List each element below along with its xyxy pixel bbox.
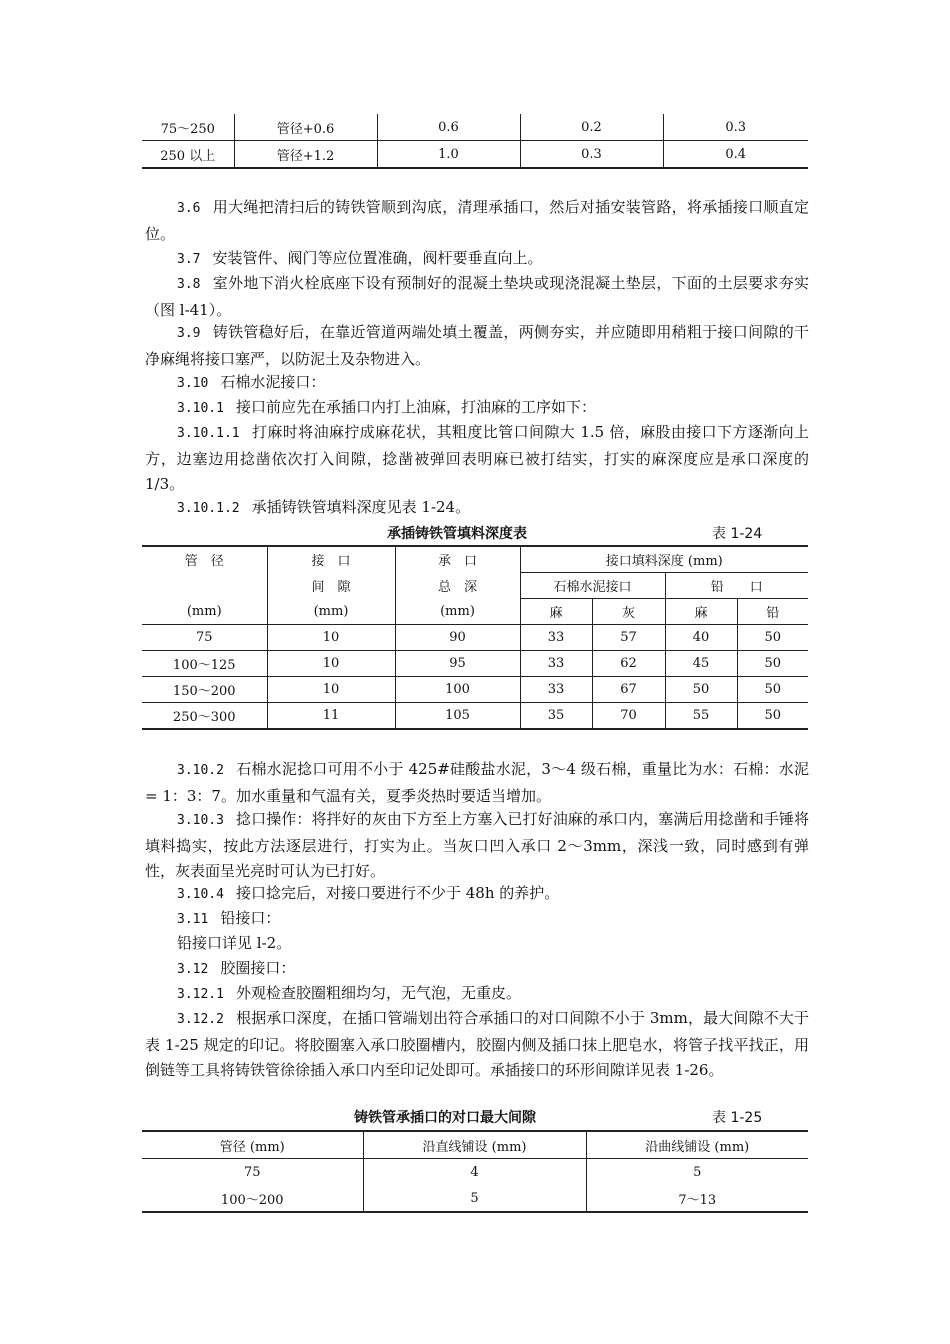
table-cell: 0.3 — [520, 141, 663, 169]
table-cell: 62 — [592, 651, 665, 677]
continued-table — [142, 114, 808, 169]
table-cell: 11 — [267, 703, 395, 730]
table-number: 表 1-25 — [712, 1110, 763, 1126]
table-row — [142, 114, 808, 141]
paragraph-3-9: 3.9 铸铁管稳好后，在靠近管道两端处填土覆盖，两侧夯实，并应随即用稍粗于接口间隙的干净麻绳将接口塞严，以防泥土及杂物进入。 — [145, 323, 809, 368]
paragraph-3-6: 3.6 用大绳把清扫后的铸铁管顺到沟底，清理承插口，然后对插安装管路，将承插接口顺直定位。 — [145, 198, 809, 243]
table-cell: 1.0 — [377, 141, 520, 169]
table-cell: 70 — [592, 703, 665, 730]
table-header-row — [142, 599, 808, 625]
table-cell: 75 — [243, 1164, 261, 1180]
table-header-row — [142, 546, 808, 573]
paragraph-3-10-1: 3.10.1 接口前应先在承插口内打上油麻，打油麻的工序如下： — [177, 398, 596, 416]
paragraph-3-10-1-2: 3.10.1.2 承插铸铁管填料深度见表 1-24。 — [177, 498, 471, 516]
table-cell: 0.3 — [663, 114, 808, 141]
header-cell: 铅 — [737, 599, 808, 625]
table-cell: 67 — [592, 677, 665, 703]
table-cell: 10 — [267, 651, 395, 677]
table-cell: 105 — [395, 703, 520, 730]
table-cell: 75 — [142, 625, 267, 651]
paragraph-3-12-1: 3.12.1 外观检查胶圈粗细均匀，无气泡，无重皮。 — [177, 984, 521, 1002]
table-cell: 40 — [665, 625, 737, 651]
table-cell: 33 — [520, 651, 592, 677]
table-row — [142, 1185, 808, 1212]
header-cell: 沿曲线铺设 (mm) — [586, 1131, 808, 1159]
paragraph-3-7: 3.7 安装管件、阀门等应位置准确，阀杆要垂直向上。 — [177, 249, 543, 267]
header-cell: 承 口 — [395, 546, 520, 573]
max-gap-table — [142, 1130, 808, 1213]
table-cell: 50 — [737, 625, 808, 651]
table-cell: 33 — [520, 625, 592, 651]
table-cell: 50 — [737, 703, 808, 730]
paragraph-3-11-body: 铅接口详见 l-2。 — [177, 934, 292, 952]
table-cell: 4 — [363, 1159, 586, 1186]
paragraph-3-10-4: 3.10.4 接口捻完后，对接口要进行不少于 48h 的养护。 — [177, 884, 560, 902]
table-cell: 10 — [267, 677, 395, 703]
table-cell: 50 — [665, 677, 737, 703]
table-cell: 100～200 — [220, 1192, 284, 1208]
table-cell: 5 — [586, 1159, 808, 1186]
table-cell: 57 — [592, 625, 665, 651]
paragraph-3-11: 3.11 铅接口： — [177, 909, 281, 927]
header-cell: 灰 — [592, 599, 665, 625]
fill-depth-table — [142, 545, 808, 730]
table-cell: 45 — [665, 651, 737, 677]
header-cell: 沿直线铺设 (mm) — [363, 1131, 586, 1159]
table-row — [142, 651, 808, 677]
table-caption: 承插铸铁管填料深度表 — [387, 526, 527, 542]
table-cell: 管径+0.6 — [234, 114, 377, 141]
table-cell: 250～300 — [142, 703, 267, 730]
header-cell: 总 深 — [395, 573, 520, 599]
table-cell: 0.2 — [520, 114, 663, 141]
paragraph-3-10-2: 3.10.2 石棉水泥捻口可用不小于 425#硅酸盐水泥，3～4 级石棉，重量比为水：石棉：水泥= 1：3：7。加水重量和气温有关，夏季炎热时要适当增加。 — [145, 760, 809, 805]
table-number: 表 1-24 — [712, 526, 763, 542]
header-cell: 接口填料深度 (mm) — [520, 546, 808, 573]
table-cell: 55 — [665, 703, 737, 730]
table-row — [142, 625, 808, 651]
table-cell: 35 — [520, 703, 592, 730]
header-cell: 麻 — [665, 599, 737, 625]
table-cell: 250 以上 — [142, 141, 234, 169]
paragraph-3-8: 3.8 室外地下消火栓底座下设有预制好的混凝土垫块或现浇混凝土垫层，下面的土层要求夯实（图 l-41）。 — [145, 274, 809, 319]
table-cell: 90 — [395, 625, 520, 651]
table-cell: 33 — [520, 677, 592, 703]
table-caption: 铸铁管承插口的对口最大间隙 — [354, 1110, 536, 1126]
table-cell: 0.6 — [377, 114, 520, 141]
table-cell: 50 — [737, 651, 808, 677]
header-cell — [142, 573, 267, 599]
header-cell: 管径 (mm) — [142, 1131, 363, 1159]
header-cell: (mm) — [395, 599, 520, 625]
table-cell: 管径+1.2 — [234, 141, 377, 169]
table-cell: 75～250 — [142, 114, 234, 141]
paragraph-3-10-1-1: 3.10.1.1 打麻时将油麻拧成麻花状，其粗度比管口间隙大 1.5 倍，麻股由接口下方逐渐向上方，边塞边用捻凿依次打入间隙，捻凿被弹回表明麻已被打结实，打实的麻深度应是承口深度的 1/3。 — [145, 423, 809, 493]
paragraph-3-10-3: 3.10.3 捻口操作：将拌好的灰由下方至上方塞入已打好油麻的承口内，塞满后用捻凿和手锤将填料捣实，按此方法逐层进行，打实为止。当灰口凹入承口 2～3mm，深浅一致，同时感到有弹性，灰表面呈光亮时可认为已打好。 — [145, 810, 809, 880]
header-cell: 铅 口 — [665, 573, 808, 599]
table-header-row — [142, 573, 808, 599]
table-row — [142, 703, 808, 730]
table-row — [142, 141, 808, 169]
header-cell: 石棉水泥接口 — [520, 573, 665, 599]
table-cell: 10 — [267, 625, 395, 651]
header-cell: 间 隙 — [267, 573, 395, 599]
header-cell: 管 径 — [142, 546, 267, 573]
table-cell: 100～125 — [142, 651, 267, 677]
table-cell: 7～13 — [586, 1185, 808, 1212]
header-cell: (mm) — [267, 599, 395, 625]
table-cell: 5 — [363, 1185, 586, 1212]
table-cell: 95 — [395, 651, 520, 677]
table-cell: 150～200 — [142, 677, 267, 703]
paragraph-3-12-2: 3.12.2 根据承口深度，在插口管端划出符合承插口的对口间隙不小于 3mm，最大间隙不大于表 1-25 规定的印记。将胶圈塞入承口胶圈槽内，胶圈内侧及插口抹上肥皂水，将管子找平找正，用倒链等工具将铸铁管徐徐插入承口内至印记处即可。承插接口的环形间隙详见表 1-26。 — [145, 1009, 809, 1079]
table-cell: 50 — [737, 677, 808, 703]
paragraph-3-10: 3.10 石棉水泥接口： — [177, 373, 326, 391]
table-row — [142, 677, 808, 703]
header-cell: 麻 — [520, 599, 592, 625]
table-cell: 0.4 — [663, 141, 808, 169]
paragraph-3-12: 3.12 胶圈接口： — [177, 959, 296, 977]
header-cell: 接 口 — [267, 546, 395, 573]
table-cell: 100 — [395, 677, 520, 703]
header-cell: (mm) — [142, 599, 267, 625]
table-header-row — [142, 1131, 808, 1159]
table-row — [142, 1159, 808, 1186]
